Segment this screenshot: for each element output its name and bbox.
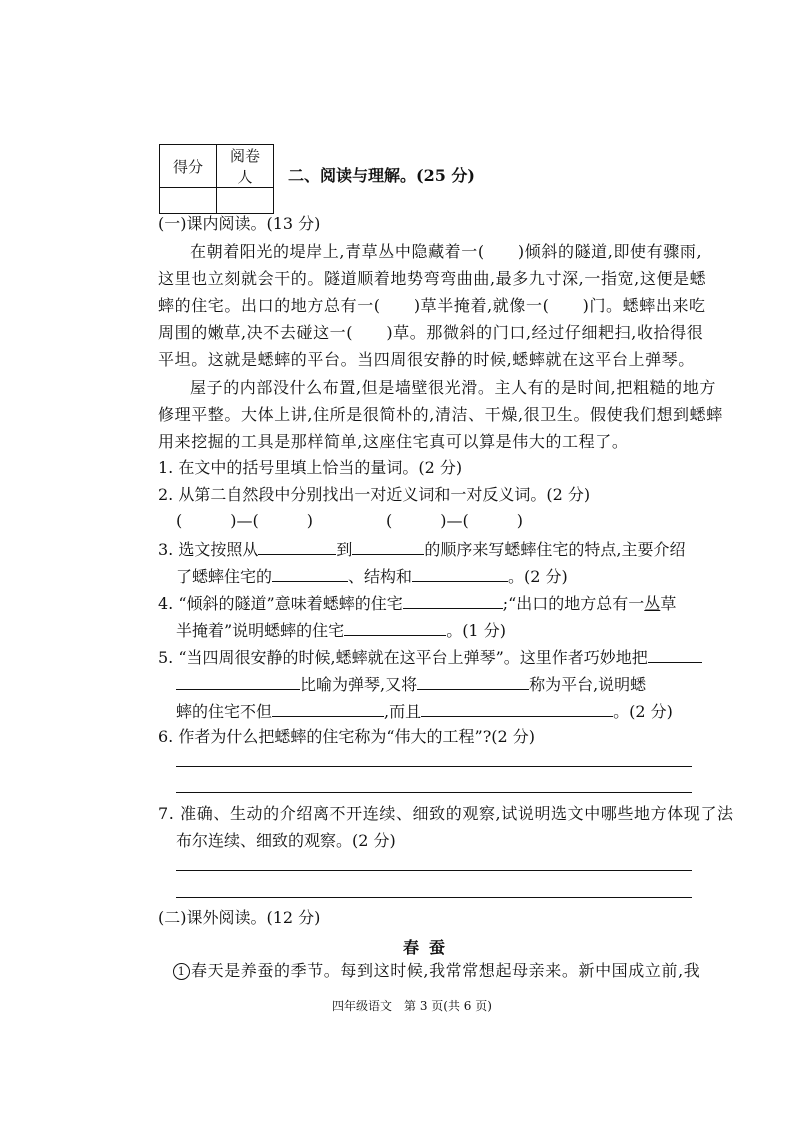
grader-header: 阅卷人 [217,145,274,188]
question-5-cont [176,673,646,695]
q3-text: 3. 选文按照从 [158,540,259,559]
passage-line: 平坦。这就是蟋蟀的平台。当四周很安静的时候,蟋蟀就在这平台上弹琴。 [158,350,695,369]
q4-blank-1[interactable] [403,592,503,609]
q7-answer-line[interactable] [176,897,692,898]
score-table [159,144,274,214]
q4-text: 4. “倾斜的隧道”意味着蟋蟀的住宅 [158,594,403,613]
q3-text: 。(2 分) [508,567,568,586]
section-heading: 二、阅读与理解。(25 分) [288,166,475,185]
question-4-cont [176,619,506,641]
q5-blank-2[interactable] [417,673,529,690]
q3-text: 到 [336,540,353,559]
q5-text: 比喻为弹琴,又将 [300,675,418,694]
passage-line: 蟀的住宅。出口的地方总有一( )草半掩着,就像一( )门。蟋蟀出来吃 [158,296,706,315]
q3-blank-feature-2[interactable] [412,565,508,582]
q6-answer-line[interactable] [176,766,692,767]
passage-line: 用来挖掘的工具是那样简单,这座住宅真可以算是伟大的工程了。 [158,432,629,451]
question-1: 1. 在文中的括号里填上恰当的量词。(2 分) [158,458,463,477]
page-footer: 四年级语文 第 3 页(共 6 页) [332,999,492,1013]
q5-blank-1a[interactable] [648,646,702,663]
passage-line: 在朝着阳光的堤岸上,青草丛中隐藏着一( )倾斜的隧道,即使有骤雨, [190,242,703,261]
q4-text: ;“出口的地方总有一 [502,594,645,613]
q4-text: 。(1 分) [446,621,506,640]
q5-blank-4[interactable] [421,700,613,717]
q3-blank-feature-1[interactable] [272,565,348,582]
question-7: 7. 准确、生动的介绍离不开连续、细致的观察,试说明选文中哪些地方体现了法 [158,804,734,823]
question-5-cont2 [176,700,673,722]
score-header: 得分 [160,145,217,188]
part1-heading: (一)课内阅读。(13 分) [158,214,321,233]
article-title: 春蚕 [403,938,456,957]
q2-answer-antonym[interactable]: ( )—( ) [386,511,523,530]
q3-text: 的顺序来写蟋蟀住宅的特点,主要介绍 [424,540,686,559]
score-cell[interactable] [160,188,217,214]
passage-line: 周围的嫩草,决不去碰这一( )草。那微斜的门口,经过仔细耙扫,收拾得很 [158,323,704,342]
q3-blank-from[interactable] [258,538,336,555]
question-7-cont: 布尔连续、细致的观察。(2 分) [176,831,396,850]
q7-answer-line[interactable] [176,870,692,871]
q5-text: ,而且 [384,702,422,721]
question-6: 6. 作者为什么把蟋蟀的住宅称为“伟大的工程”?(2 分) [158,727,536,746]
q5-blank-3[interactable] [272,700,384,717]
q5-text: 。(2 分) [613,702,673,721]
passage-line: 这里也立刻就会干的。隧道顺着地势弯弯曲曲,最多九寸深,一指宽,这便是蟋 [158,269,707,288]
question-5 [158,646,702,668]
question-4 [158,592,676,614]
q3-text: 、结构和 [348,567,413,586]
article-text: 春天是养蚕的季节。每到这时候,我常常想起母亲来。新中国成立前,我 [191,961,701,980]
passage-line: 屋子的内部没什么布置,但是墙壁很光滑。主人有的是时间,把粗糙的地方 [190,378,716,397]
grader-cell[interactable] [217,188,274,214]
q3-text: 了蟋蟀住宅的 [176,567,273,586]
q4-blank-2[interactable] [344,619,446,636]
q4-text: 半掩着”说明蟋蟀的住宅 [176,621,345,640]
q5-text: 称为平台,说明蟋 [529,675,647,694]
article-paragraph-1 [173,961,700,981]
q3-blank-to[interactable] [352,538,424,555]
question-3-cont [176,565,568,587]
q6-answer-line[interactable] [176,792,692,793]
q5-text: 5. “当四周很安静的时候,蟋蟀就在这平台上弹琴”。这里作者巧妙地把 [158,648,648,667]
q2-answer-synonym[interactable]: ( )—( ) [176,511,313,530]
q5-blank-1b[interactable] [176,673,300,690]
paragraph-number: 1 [173,963,190,980]
q5-text: 蟀的住宅不但 [176,702,273,721]
question-2: 2. 从第二自然段中分别找出一对近义词和一对反义词。(2 分) [158,485,591,504]
question-3 [158,538,685,560]
q4-underlined-word: 丛 [644,594,661,613]
part2-heading: (二)课外阅读。(12 分) [158,908,321,927]
passage-line: 修理平整。大体上讲,住所是很简朴的,清洁、干燥,很卫生。假使我们想到蟋蟀 [158,405,723,424]
q4-text: 草 [660,594,677,613]
